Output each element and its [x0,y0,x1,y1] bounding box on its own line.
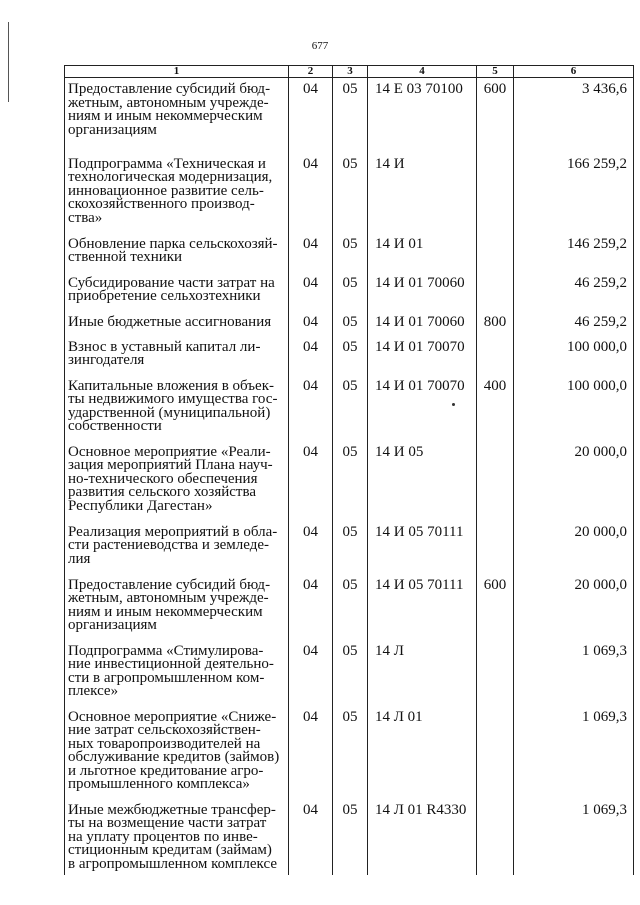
row-expense-type-cell: 800 [477,311,514,336]
header-col-4: 4 [368,66,477,78]
row-name-cell: Иные межбюджетные трансфер- ты на возмещение части затрат на уплату процентов по инве- стиционным кредитам (займам) в агропромышленном комплексе [65,799,289,875]
row-expense-type-cell [477,272,514,311]
row-section-cell: 04 [289,272,333,311]
row-section-cell: 04 [289,706,333,799]
table-body [65,78,634,875]
table-row [65,441,634,521]
row-target-code-cell: 14 Л 01 R4330 [368,799,477,875]
row-amount-cell: 100 000,0 [514,375,634,441]
row-target-code-cell: 14 И 01 [368,233,477,272]
page-number: 677 [311,40,329,52]
table-row [65,336,634,375]
row-subsection-cell: 05 [333,640,368,706]
header-row [65,66,634,78]
table-row [65,233,634,272]
row-section-cell: 04 [289,336,333,375]
row-amount-cell: 46 259,2 [514,272,634,311]
row-amount-cell: 1 069,3 [514,799,634,875]
scan-edge-line [8,22,9,102]
row-amount-cell: 20 000,0 [514,441,634,521]
table-row [65,78,634,153]
row-amount-cell: 3 436,6 [514,78,634,153]
row-name-cell: Субсидирование части затрат на приобретение сельхозтехники [65,272,289,311]
row-expense-type-cell [477,640,514,706]
row-subsection-cell: 05 [333,441,368,521]
row-expense-type-cell [477,233,514,272]
row-target-code-cell: 14 И 05 70111 [368,521,477,574]
row-target-code-cell: 14 И 01 70060 [368,311,477,336]
table-row [65,311,634,336]
row-amount-cell: 1 069,3 [514,706,634,799]
row-subsection-cell: 05 [333,799,368,875]
row-subsection-cell: 05 [333,375,368,441]
table-row [65,521,634,574]
row-section-cell: 04 [289,441,333,521]
row-expense-type-cell: 600 [477,78,514,153]
row-expense-type-cell [477,799,514,875]
row-expense-type-cell [477,441,514,521]
row-amount-cell: 146 259,2 [514,233,634,272]
row-name-cell: Подпрограмма «Стимулирова- ние инвестиционной деятельно- сти в агропромышленном ком- плексе» [65,640,289,706]
row-name-cell: Иные бюджетные ассигнования [65,311,289,336]
row-expense-type-cell [477,336,514,375]
row-target-code-cell: 14 Л 01 [368,706,477,799]
row-subsection-cell: 05 [333,336,368,375]
row-section-cell: 04 [289,799,333,875]
row-subsection-cell: 05 [333,574,368,640]
row-target-code-cell: 14 Л [368,640,477,706]
row-section-cell: 04 [289,233,333,272]
row-target-code-cell: 14 И 01 70060 [368,272,477,311]
row-name-cell: Капитальные вложения в объек- ты недвижимого имущества гос- ударственной (муниципальной) собственности [65,375,289,441]
row-expense-type-cell [477,706,514,799]
row-subsection-cell: 05 [333,78,368,153]
row-subsection-cell: 05 [333,706,368,799]
row-subsection-cell: 05 [333,521,368,574]
row-section-cell: 04 [289,153,333,233]
row-amount-cell: 166 259,2 [514,153,634,233]
row-target-code-cell: 14 Е 03 70100 [368,78,477,153]
row-name-cell: Основное мероприятие «Сниже- ние затрат сельскохозяйствен- ных товаропроизводителей на обслуживание кредитов (займов) и льготное кредитование агро- промышленного комплекса» [65,706,289,799]
row-name-cell: Подпрограмма «Техническая и технологическая модернизация, инновационное развитие сель- скохозяйственного производ- ства» [65,153,289,233]
row-expense-type-cell: 600 [477,574,514,640]
table-row [65,640,634,706]
header-col-3: 3 [333,66,368,78]
table-row [65,706,634,799]
row-amount-cell: 100 000,0 [514,336,634,375]
row-name-cell: Предоставление субсидий бюд- жетным, автономным учрежде- ниям и иным некоммерческим организациям [65,574,289,640]
table-row [65,375,634,441]
budget-table [64,65,634,875]
row-subsection-cell: 05 [333,272,368,311]
row-expense-type-cell: 400 [477,375,514,441]
row-name-cell: Взнос в уставный капитал ли- зингодателя [65,336,289,375]
row-section-cell: 04 [289,375,333,441]
row-name-cell: Обновление парка сельскохозяй- ственной техники [65,233,289,272]
row-target-code-cell: 14 И 05 [368,441,477,521]
header-col-5: 5 [477,66,514,78]
table-row [65,799,634,875]
row-name-cell: Основное мероприятие «Реали- зация мероприятий Плана науч- но-технического обеспечения развития сельского хозяйства Республики Дагестан» [65,441,289,521]
row-section-cell: 04 [289,311,333,336]
row-subsection-cell: 05 [333,153,368,233]
row-section-cell: 04 [289,574,333,640]
table-row [65,153,634,233]
row-amount-cell: 1 069,3 [514,640,634,706]
row-target-code-cell: 14 И 01 70070 [368,375,477,441]
row-expense-type-cell [477,521,514,574]
row-target-code-cell: 14 И [368,153,477,233]
table-row [65,272,634,311]
row-expense-type-cell [477,153,514,233]
row-name-cell: Предоставление субсидий бюд- жетным, автономным учрежде- ниям и иным некоммерческим организациям [65,78,289,153]
header-col-1: 1 [65,66,289,78]
row-name-cell: Реализация мероприятий в обла- сти растениеводства и земледе- лия [65,521,289,574]
row-amount-cell: 20 000,0 [514,574,634,640]
row-target-code-cell: 14 И 01 70070 [368,336,477,375]
row-subsection-cell: 05 [333,233,368,272]
row-section-cell: 04 [289,521,333,574]
row-amount-cell: 46 259,2 [514,311,634,336]
header-col-2: 2 [289,66,333,78]
row-subsection-cell: 05 [333,311,368,336]
row-amount-cell: 20 000,0 [514,521,634,574]
table-row [65,574,634,640]
header-col-6: 6 [514,66,634,78]
row-target-code-cell: 14 И 05 70111 [368,574,477,640]
row-section-cell: 04 [289,640,333,706]
row-section-cell: 04 [289,78,333,153]
